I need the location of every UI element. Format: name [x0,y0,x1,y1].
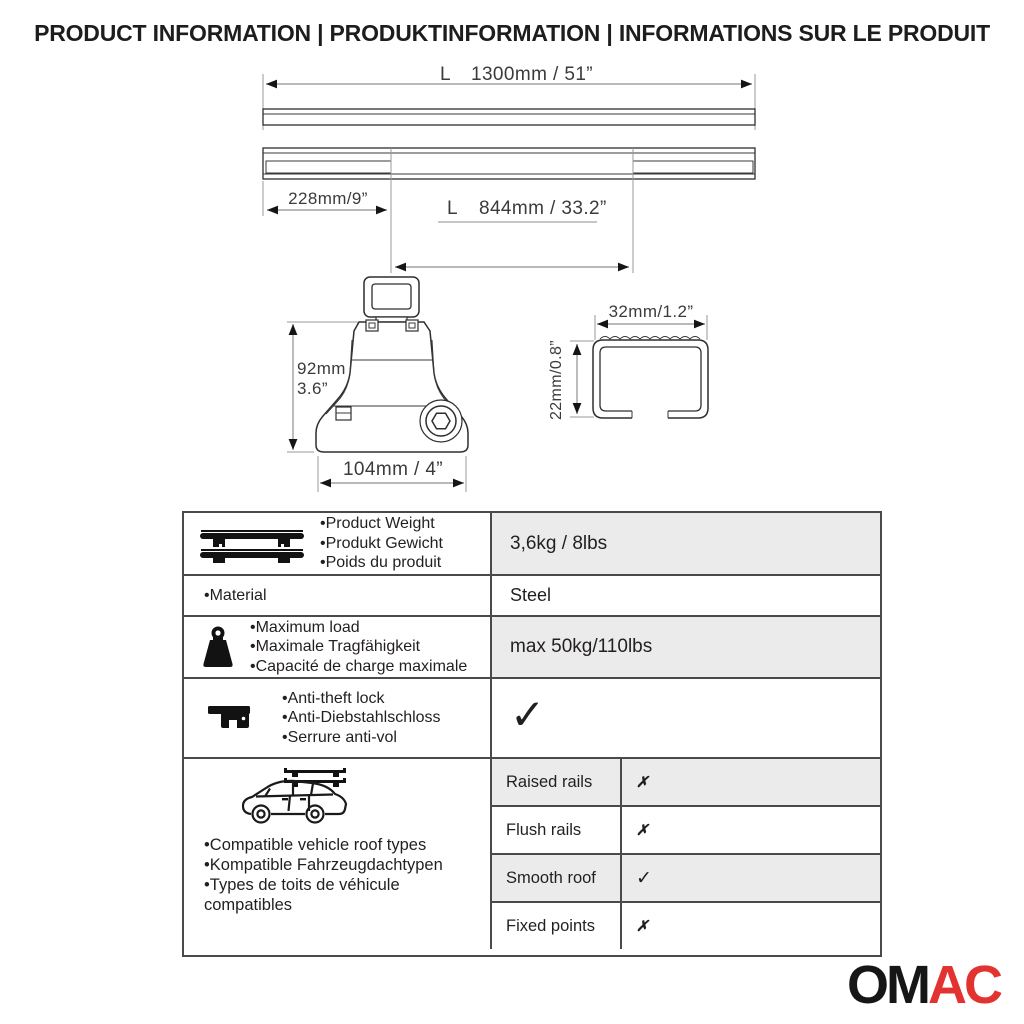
length-dim-label: 1300mm / 51” [471,64,594,85]
label-max-load-en: •Maximum load [250,618,360,636]
label-max-load-de: •Maximale Tragfähigkeit [250,638,421,656]
label-product-weight-fr: •Poids du produit [320,554,442,572]
label-anti-theft-fr: •Serrure anti-vol [282,728,397,746]
label-product-weight-de: •Produkt Gewicht [320,534,443,552]
weight-icon [200,626,236,668]
foot-height-mm-label: 92mm [297,359,346,378]
label-roof-types-fr: •Types de toits de véhicule compatibles [204,876,400,915]
label-anti-theft-en: •Anti-theft lock [282,689,385,707]
subrow-fixed-points [492,903,880,949]
mounting-foot-drawing [287,277,468,492]
vehicle-roof-icon [240,767,352,829]
spec-table [182,511,882,957]
anti-theft-lock-icon [200,704,260,732]
label-roof-types-en: •Compatible vehicle roof types [204,836,427,854]
label-roof-types-de: •Kompatible Fahrzeugdachtypen [204,856,443,875]
length-dim-prefix: L [440,64,451,85]
anti-theft-checkmark: ✓ [510,691,546,738]
table-row-roof-types [184,759,880,949]
subrow-smooth-roof [492,855,880,903]
brand-logo [847,955,1000,1015]
table-row-anti-theft [184,679,880,759]
value-max-load: max 50kg/110lbs [492,617,880,677]
roof-bars-icon [198,524,308,564]
table-row-product-weight [184,513,880,576]
logo-ac: AC [928,955,1000,1015]
label-product-weight-en: •Product Weight [320,515,435,533]
smooth-roof-mark: ✓ [636,867,652,889]
flush-rails-mark: ✗ [636,822,649,839]
roof-types-subtable [492,759,880,949]
span-dim-label: 844mm / 33.2” [479,198,607,219]
subrow-label: Fixed points [492,903,622,949]
bar-profile-drawing [548,302,708,420]
value-product-weight: 3,6kg / 8lbs [492,513,880,574]
technical-drawings [0,0,1024,505]
table-row-material [184,576,880,617]
value-material: Steel [510,585,552,605]
profile-width-label: 32mm/1.2” [608,302,694,321]
label-material: •Material [204,586,267,604]
span-dim-prefix: L [447,198,458,219]
fixed-points-mark: ✗ [636,918,649,935]
offset-dim-label: 228mm/9” [288,189,368,208]
foot-width-label: 104mm / 4” [342,459,444,480]
subrow-label: Smooth roof [492,855,622,901]
crossbar-side-view-drawing [263,64,755,130]
subrow-flush-rails [492,807,880,855]
label-anti-theft-de: •Anti-Diebstahlschloss [282,709,441,727]
crossbar-bottom-view-drawing [263,148,755,273]
page-title: PRODUCT INFORMATION | PRODUKTINFORMATION | INFORMATIONS SUR LE PRODUIT [34,20,990,46]
subrow-label: Raised rails [492,759,622,805]
logo-om: OM [847,955,928,1015]
subrow-raised-rails [492,759,880,807]
foot-height-in-label: 3.6” [297,379,328,398]
table-row-max-load [184,617,880,679]
label-max-load-fr: •Capacité de charge maximale [250,657,468,675]
subrow-label: Flush rails [492,807,622,853]
raised-rails-mark: ✗ [636,774,649,791]
profile-height-label: 22mm/0.8” [548,339,565,421]
